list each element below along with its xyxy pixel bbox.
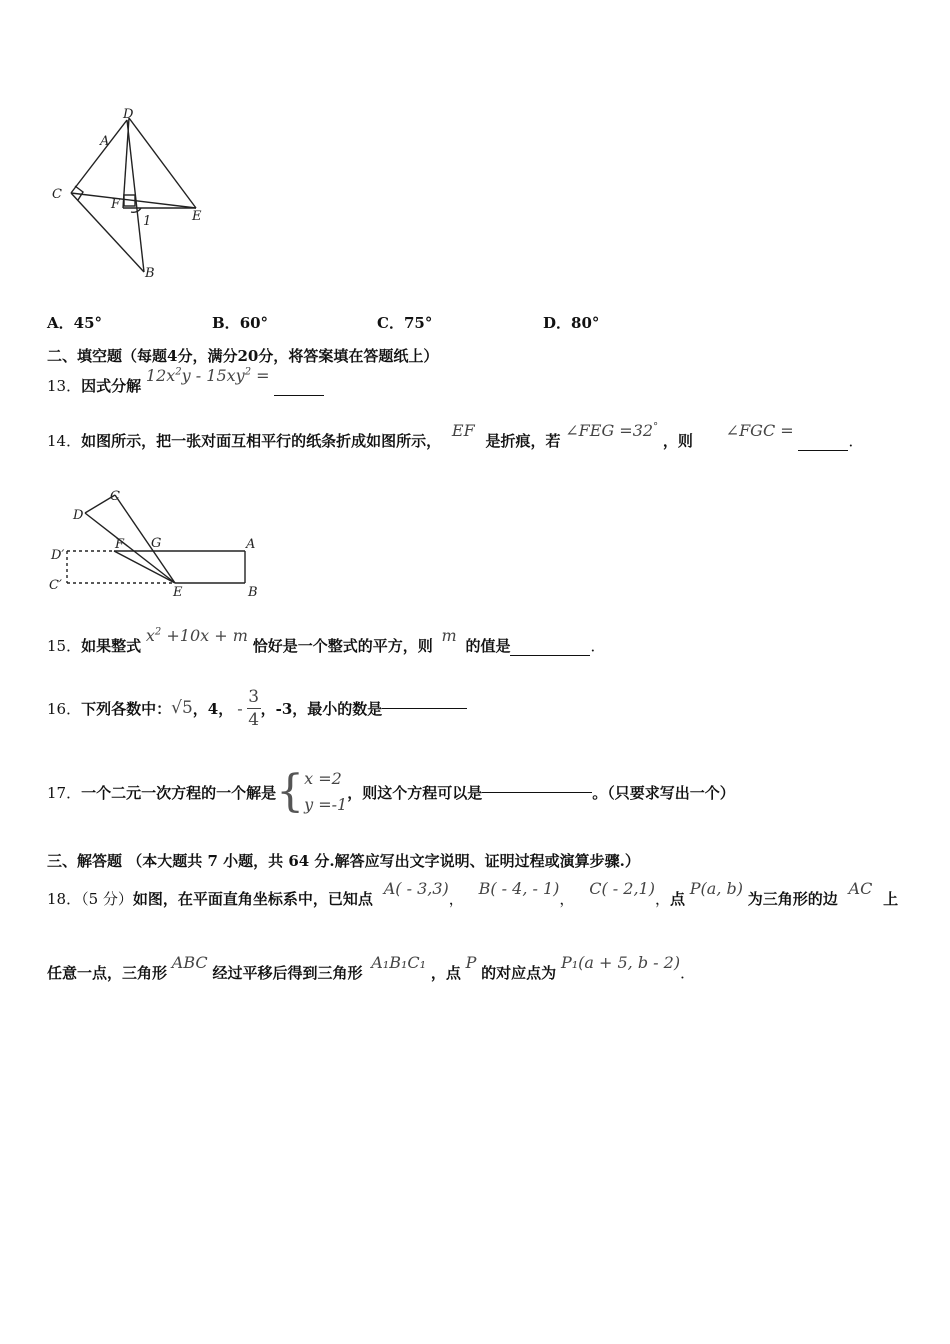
label-c: C	[52, 187, 62, 202]
label-f: F	[111, 197, 121, 212]
section-3-header: 三、解答题 （本大题共 7 小题，共 64 分.解答应写出文字说明、证明过程或演算步骤.）	[47, 852, 640, 870]
answer-blank-17[interactable]	[482, 792, 592, 793]
label-c2: C	[110, 489, 120, 504]
answer-blank-14[interactable]	[798, 450, 848, 451]
label-g: G	[151, 536, 162, 551]
label-f2: F	[115, 537, 125, 552]
label-d: D	[123, 107, 134, 122]
fraction-3-4: $\frac{3}{4}$	[248, 686, 260, 730]
system-brace: {	[276, 766, 305, 817]
question-14: 14．如图所示，把一张对面互相平行的纸条折成如图所示， EF 是折痕，若 ∠FEG =32° ，则 ∠FGC = ．	[47, 421, 864, 450]
label-d2: D	[73, 508, 84, 523]
choice-a: A．45°	[47, 314, 103, 332]
question-17: 17． 一个二元一次方程的一个解是 { x =2 y =-1 ，则这个方程可以是 。（只要求写出一个）	[47, 766, 735, 817]
segment-ac	[71, 120, 127, 193]
question-18-line-1: 18．（5 分）如图，在平面直角坐标系中，已知点 A( - 3,3)， B( - 4, - 1)， C( - 2,1)，点 P(a, b) 为三角形的边 AC 上	[47, 879, 899, 908]
fold-ef	[114, 551, 175, 583]
label-b2: B	[248, 585, 258, 600]
answer-blank-13[interactable]	[274, 395, 324, 396]
question-13: 13．因式分解 $12x^2y - 15xy^2$ =	[47, 375, 324, 396]
question-18-line-2: 任意一点，三角形 ABC 经过平移后得到三角形 A₁B₁C₁ ，点 P 的对应点为 P₁(a + 5, b - 2)．	[47, 953, 696, 982]
label-e: E	[192, 209, 202, 224]
label-e2: E	[173, 585, 183, 600]
label-b: B	[145, 266, 155, 281]
label-a: A	[100, 134, 110, 149]
label-a2: A	[246, 537, 256, 552]
answer-blank-16[interactable]	[382, 708, 467, 709]
question-16: 16． 下列各数中： √5 ，4， - $\frac{3}{4}$ ，-3，最小的数是	[47, 683, 467, 733]
label-1: 1	[143, 214, 152, 229]
choice-d: D．80°	[543, 314, 600, 332]
section-2-header: 二、填空题（每题4分，满分20分，将答案填在答题纸上）	[47, 347, 439, 365]
answer-blank-15[interactable]	[510, 655, 590, 656]
segment-de	[129, 118, 196, 208]
figure-folded-strip	[45, 485, 275, 605]
edge-de	[85, 513, 175, 583]
label-d-prime: D′	[51, 548, 65, 563]
choice-b: B．60°	[212, 314, 269, 332]
label-c-prime: C′	[49, 578, 62, 593]
question-15: 15．如果整式 $x^2 +10x + m$ 恰好是一个整式的平方，则 m 的值是 ．	[47, 626, 606, 655]
segment-cb	[71, 193, 144, 272]
choice-c: C．75°	[377, 314, 433, 332]
figure-triangles	[45, 100, 220, 285]
